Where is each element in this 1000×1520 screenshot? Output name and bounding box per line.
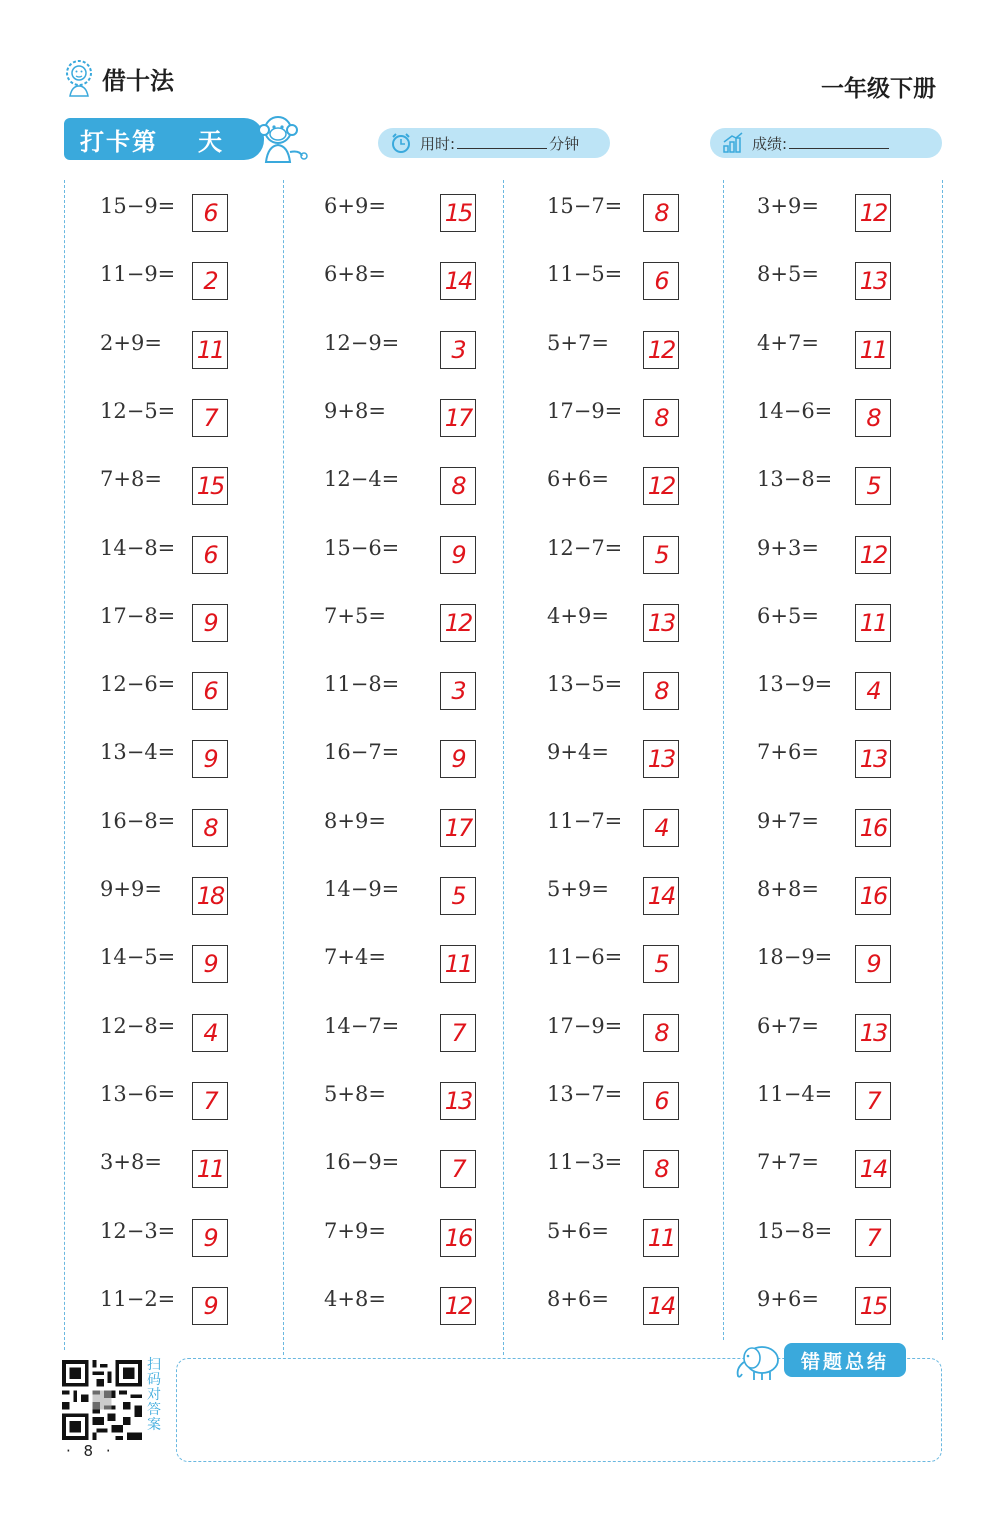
answer-box[interactable] — [643, 1219, 679, 1257]
time-label: 用时: — [420, 134, 456, 153]
problem-row — [511, 1144, 731, 1184]
chart-icon — [722, 132, 744, 154]
problem-expression: 12−5= — [100, 398, 176, 423]
monkey-icon — [252, 110, 310, 168]
handwritten-answer: 13 — [444, 1086, 472, 1115]
problem-expression: 12−4= — [324, 467, 400, 492]
problem-row — [288, 461, 508, 501]
handwritten-answer: 15 — [196, 472, 224, 501]
handwritten-answer: 16 — [859, 882, 887, 910]
handwritten-answer: 13 — [647, 745, 675, 774]
problem-row — [511, 1008, 731, 1048]
problem-expression: 9+6= — [757, 1286, 819, 1311]
problem-expression: 13−6= — [100, 1081, 176, 1106]
handwritten-answer: 8 — [654, 403, 668, 432]
problem-row — [64, 1213, 284, 1253]
answer-box[interactable] — [855, 1219, 891, 1257]
problem-row — [64, 939, 284, 979]
answer-box[interactable] — [643, 740, 679, 778]
handwritten-answer: 17 — [444, 403, 472, 432]
method-title: 借十法 — [102, 66, 174, 95]
answer-box[interactable] — [643, 809, 679, 847]
handwritten-answer: 13 — [647, 608, 675, 637]
clock-icon — [390, 132, 412, 154]
answer-box[interactable] — [440, 740, 476, 778]
problem-expression: 7+8= — [100, 467, 162, 492]
handwritten-answer: 15 — [444, 199, 472, 227]
problem-row — [64, 1144, 284, 1184]
answer-box[interactable] — [192, 262, 228, 300]
problem-expression: 11−8= — [324, 672, 400, 697]
answer-box[interactable] — [855, 672, 891, 710]
problem-expression: 14−7= — [324, 1013, 400, 1038]
answer-box[interactable] — [855, 877, 891, 915]
problem-expression: 15−7= — [547, 194, 623, 218]
problem-row — [64, 188, 284, 228]
answer-box[interactable] — [643, 467, 679, 505]
handwritten-answer: 8 — [203, 813, 217, 842]
checkin-prefix: 打卡第 — [80, 127, 158, 156]
problem-expression: 11−6= — [547, 945, 623, 970]
problem-row — [64, 461, 284, 501]
handwritten-answer: 13 — [859, 267, 887, 296]
checkin-suffix: 天 — [198, 127, 224, 156]
handwritten-answer: 11 — [196, 1155, 224, 1184]
problem-row — [288, 598, 508, 638]
problem-expression: 13−9= — [757, 672, 833, 697]
handwritten-answer: 12 — [444, 1291, 472, 1320]
problem-expression: 11−5= — [547, 262, 623, 287]
handwritten-answer: 16 — [859, 813, 887, 842]
handwritten-answer: 12 — [859, 540, 887, 569]
answer-box[interactable] — [192, 1014, 228, 1052]
answer-box[interactable] — [855, 809, 891, 847]
problem-row — [721, 256, 941, 296]
handwritten-answer: 6 — [203, 677, 217, 706]
answer-box[interactable] — [855, 1150, 891, 1188]
handwritten-answer: 11 — [859, 608, 887, 637]
problem-row — [511, 871, 731, 911]
answer-box[interactable] — [643, 1014, 679, 1052]
problem-expression: 12−3= — [100, 1218, 176, 1243]
answer-box[interactable] — [440, 604, 476, 642]
answer-box[interactable] — [192, 194, 228, 232]
problem-expression: 7+4= — [324, 945, 386, 970]
elephant-icon — [732, 1340, 786, 1382]
answer-box[interactable] — [192, 331, 228, 369]
problem-row — [721, 325, 941, 365]
problem-expression: 9+7= — [757, 808, 819, 833]
problem-expression: 15−9= — [100, 194, 176, 218]
problem-expression: 9+8= — [324, 398, 386, 423]
problem-expression: 15−8= — [757, 1218, 833, 1243]
problem-row — [64, 1281, 284, 1321]
problem-row — [511, 530, 731, 570]
answer-box[interactable] — [440, 1287, 476, 1325]
answer-box[interactable] — [643, 536, 679, 574]
problem-expression: 6+6= — [547, 467, 609, 492]
answer-box[interactable] — [192, 399, 228, 437]
problem-expression: 3+8= — [100, 1150, 162, 1175]
answer-box[interactable] — [643, 672, 679, 710]
answer-box[interactable] — [855, 536, 891, 574]
answer-box[interactable] — [440, 1014, 476, 1052]
problem-row — [64, 803, 284, 843]
mistake-summary-title: 错题总结 — [784, 1343, 906, 1377]
answer-box[interactable] — [440, 1219, 476, 1257]
problem-expression: 15−6= — [324, 535, 400, 560]
problem-expression: 13−5= — [547, 672, 623, 697]
handwritten-answer: 12 — [647, 335, 675, 364]
problem-row — [288, 1144, 508, 1184]
problems-grid — [64, 182, 944, 1352]
problem-expression: 18−9= — [757, 945, 833, 970]
problem-expression: 6+7= — [757, 1013, 819, 1038]
answer-box[interactable] — [855, 194, 891, 232]
time-blank[interactable] — [457, 137, 547, 149]
problem-row — [64, 1076, 284, 1116]
handwritten-answer: 5 — [654, 540, 668, 569]
problem-expression: 8+8= — [757, 877, 819, 901]
page-number: · 8 · — [66, 1442, 115, 1460]
problem-row — [288, 1281, 508, 1321]
handwritten-answer: 11 — [647, 1223, 675, 1252]
header-brand — [62, 58, 174, 98]
problem-expression: 4+8= — [324, 1286, 386, 1311]
problem-row — [511, 393, 731, 433]
problem-row — [511, 803, 731, 843]
lion-icon — [62, 58, 96, 98]
answer-box[interactable] — [440, 1082, 476, 1120]
problem-expression: 5+8= — [324, 1081, 386, 1106]
answer-box[interactable] — [440, 467, 476, 505]
problem-row — [288, 188, 508, 228]
problem-row — [288, 325, 508, 365]
score-field[interactable] — [710, 128, 942, 158]
problem-expression: 17−9= — [547, 398, 623, 423]
problem-expression: 17−9= — [547, 1013, 623, 1038]
problem-row — [721, 1281, 941, 1321]
handwritten-answer: 18 — [196, 882, 224, 910]
answer-box[interactable] — [192, 604, 228, 642]
problem-row — [288, 803, 508, 843]
problem-row — [511, 598, 731, 638]
handwritten-answer: 7 — [203, 1086, 217, 1115]
checkin-banner — [64, 118, 264, 160]
problem-expression: 9+3= — [757, 535, 819, 560]
problem-row — [511, 939, 731, 979]
handwritten-answer: 9 — [203, 950, 217, 979]
answer-box[interactable] — [643, 262, 679, 300]
problem-expression: 9+4= — [547, 740, 609, 765]
answer-box[interactable] — [440, 331, 476, 369]
problem-expression: 8+6= — [547, 1286, 609, 1311]
problem-expression: 6+9= — [324, 194, 386, 218]
problem-row — [721, 598, 941, 638]
problem-expression: 4+9= — [547, 603, 609, 628]
handwritten-answer: 4 — [866, 677, 880, 706]
problem-expression: 8+9= — [324, 808, 386, 833]
answer-box[interactable] — [192, 945, 228, 983]
answer-box[interactable] — [192, 467, 228, 505]
handwritten-answer: 9 — [451, 745, 465, 774]
handwritten-answer: 9 — [203, 608, 217, 637]
answer-box[interactable] — [643, 1150, 679, 1188]
handwritten-answer: 2 — [203, 267, 217, 296]
problem-expression: 7+7= — [757, 1150, 819, 1175]
problem-row — [64, 666, 284, 706]
handwritten-answer: 14 — [444, 267, 472, 296]
handwritten-answer: 12 — [647, 472, 675, 501]
answer-box[interactable] — [643, 399, 679, 437]
handwritten-answer: 8 — [654, 1018, 668, 1047]
answer-box[interactable] — [643, 1287, 679, 1325]
answer-box[interactable] — [440, 1150, 476, 1188]
handwritten-answer: 7 — [451, 1018, 465, 1047]
answer-box[interactable] — [440, 672, 476, 710]
handwritten-answer: 13 — [859, 1018, 887, 1047]
answer-box[interactable] — [855, 399, 891, 437]
problem-row — [64, 871, 284, 911]
handwritten-answer: 8 — [451, 472, 465, 501]
handwritten-answer: 3 — [451, 677, 465, 706]
handwritten-answer: 5 — [654, 950, 668, 979]
handwritten-answer: 7 — [203, 403, 217, 432]
answer-box[interactable] — [192, 1287, 228, 1325]
problem-expression: 8+5= — [757, 262, 819, 287]
handwritten-answer: 12 — [444, 608, 472, 637]
handwritten-answer: 6 — [203, 540, 217, 569]
answer-box[interactable] — [192, 536, 228, 574]
problem-row — [511, 734, 731, 774]
handwritten-answer: 8 — [866, 403, 880, 432]
problem-row — [511, 256, 731, 296]
answer-box[interactable] — [643, 945, 679, 983]
answer-box[interactable] — [643, 331, 679, 369]
problem-expression: 11−4= — [757, 1081, 833, 1106]
handwritten-answer: 6 — [654, 1086, 668, 1115]
problem-expression: 7+5= — [324, 603, 386, 628]
qr-caption: 扫码对答案 — [147, 1357, 161, 1433]
problem-expression: 11−9= — [100, 262, 176, 287]
answer-box[interactable] — [855, 262, 891, 300]
problem-row — [64, 325, 284, 365]
answer-box[interactable] — [855, 1287, 891, 1325]
answer-box[interactable] — [643, 604, 679, 642]
answer-box[interactable] — [855, 604, 891, 642]
problem-row — [64, 734, 284, 774]
handwritten-answer: 4 — [654, 813, 668, 842]
problem-row — [288, 871, 508, 911]
handwritten-answer: 11 — [859, 335, 887, 364]
answer-box[interactable] — [440, 536, 476, 574]
problem-row — [64, 1008, 284, 1048]
answer-box[interactable] — [440, 262, 476, 300]
problem-row — [511, 188, 731, 228]
problem-row — [721, 188, 941, 228]
handwritten-answer: 6 — [203, 199, 217, 227]
problem-row — [721, 871, 941, 911]
problem-expression: 6+5= — [757, 603, 819, 628]
handwritten-answer: 14 — [647, 882, 675, 910]
answer-box[interactable] — [192, 672, 228, 710]
answer-box[interactable] — [855, 1082, 891, 1120]
problem-expression: 12−6= — [100, 672, 176, 697]
problem-expression: 9+9= — [100, 877, 162, 901]
problem-expression: 13−4= — [100, 740, 176, 765]
problem-expression: 14−5= — [100, 945, 176, 970]
handwritten-answer: 8 — [654, 1155, 668, 1184]
problem-expression: 5+7= — [547, 330, 609, 355]
problem-expression: 5+6= — [547, 1218, 609, 1243]
problem-row — [721, 1144, 941, 1184]
answer-box[interactable] — [192, 809, 228, 847]
problem-row — [64, 393, 284, 433]
problem-expression: 12−8= — [100, 1013, 176, 1038]
problem-expression: 16−8= — [100, 808, 176, 833]
problem-row — [721, 666, 941, 706]
problem-row — [721, 803, 941, 843]
time-field[interactable] — [378, 128, 610, 158]
handwritten-answer: 12 — [859, 199, 887, 227]
problem-expression: 5+9= — [547, 877, 609, 901]
problem-row — [288, 1213, 508, 1253]
answer-box[interactable] — [855, 740, 891, 778]
problem-row — [721, 1076, 941, 1116]
problem-expression: 14−8= — [100, 535, 176, 560]
problem-expression: 4+7= — [757, 330, 819, 355]
problem-row — [511, 666, 731, 706]
problem-row — [64, 530, 284, 570]
problem-expression: 14−9= — [324, 877, 400, 901]
problem-expression: 7+9= — [324, 1218, 386, 1243]
problem-expression: 11−3= — [547, 1150, 623, 1175]
problem-expression: 13−8= — [757, 467, 833, 492]
problem-row — [288, 1008, 508, 1048]
answer-box[interactable] — [192, 877, 228, 915]
problem-expression: 16−7= — [324, 740, 400, 765]
answer-box[interactable] — [643, 194, 679, 232]
problem-row — [511, 1213, 731, 1253]
handwritten-answer: 4 — [203, 1018, 217, 1047]
problem-expression: 12−9= — [324, 330, 400, 355]
problem-row — [511, 461, 731, 501]
problem-expression: 3+9= — [757, 194, 819, 218]
answer-box[interactable] — [440, 809, 476, 847]
answer-box[interactable] — [440, 945, 476, 983]
handwritten-answer: 7 — [451, 1155, 465, 1184]
problem-row — [721, 939, 941, 979]
problem-expression: 7+6= — [757, 740, 819, 765]
answer-box[interactable] — [192, 1082, 228, 1120]
handwritten-answer: 15 — [859, 1291, 887, 1320]
handwritten-answer: 11 — [196, 335, 224, 364]
answer-box[interactable] — [643, 1082, 679, 1120]
problem-expression: 16−9= — [324, 1150, 400, 1175]
problem-row — [511, 325, 731, 365]
problem-row — [288, 939, 508, 979]
problem-expression: 11−7= — [547, 808, 623, 833]
problem-row — [721, 461, 941, 501]
answer-box[interactable] — [192, 740, 228, 778]
problem-row — [288, 734, 508, 774]
answer-box[interactable] — [855, 1014, 891, 1052]
problem-expression: 14−6= — [757, 398, 833, 423]
problem-expression: 11−2= — [100, 1286, 176, 1311]
handwritten-answer: 11 — [444, 950, 472, 979]
handwritten-answer: 17 — [444, 813, 472, 842]
answer-box[interactable] — [440, 877, 476, 915]
problem-expression: 17−8= — [100, 603, 176, 628]
problem-row — [721, 530, 941, 570]
handwritten-answer: 7 — [866, 1223, 880, 1252]
score-label: 成绩: — [752, 134, 788, 153]
handwritten-answer: 8 — [654, 677, 668, 706]
time-unit: 分钟 — [549, 134, 580, 153]
handwritten-answer: 9 — [203, 1223, 217, 1252]
handwritten-answer: 16 — [444, 1223, 472, 1252]
problem-row — [288, 1076, 508, 1116]
handwritten-answer: 9 — [451, 540, 465, 569]
answer-box[interactable] — [440, 399, 476, 437]
handwritten-answer: 8 — [654, 199, 668, 227]
problem-row — [64, 598, 284, 638]
answer-box[interactable] — [855, 331, 891, 369]
answer-box[interactable] — [192, 1150, 228, 1188]
answer-box[interactable] — [643, 877, 679, 915]
problem-row — [721, 734, 941, 774]
problem-row — [288, 256, 508, 296]
problem-row — [288, 666, 508, 706]
handwritten-answer: 7 — [866, 1086, 880, 1115]
problem-row — [721, 1008, 941, 1048]
answer-box[interactable] — [855, 945, 891, 983]
problem-row — [64, 256, 284, 296]
answer-box[interactable] — [192, 1219, 228, 1257]
handwritten-answer: 5 — [866, 472, 880, 501]
handwritten-answer: 14 — [647, 1291, 675, 1320]
problem-expression: 6+8= — [324, 262, 386, 287]
grade-label: 一年级下册 — [821, 76, 936, 102]
handwritten-answer: 9 — [866, 950, 880, 979]
problem-row — [511, 1076, 731, 1116]
problem-expression: 2+9= — [100, 330, 162, 355]
score-blank[interactable] — [789, 137, 889, 149]
handwritten-answer: 9 — [203, 745, 217, 774]
problem-row — [511, 1281, 731, 1321]
problem-row — [721, 1213, 941, 1253]
handwritten-answer: 5 — [451, 882, 465, 910]
problem-expression: 12−7= — [547, 535, 623, 560]
problem-expression: 13−7= — [547, 1081, 623, 1106]
answer-box[interactable] — [855, 467, 891, 505]
handwritten-answer: 3 — [451, 335, 465, 364]
handwritten-answer: 14 — [859, 1155, 887, 1184]
handwritten-answer: 6 — [654, 267, 668, 296]
answer-box[interactable] — [440, 194, 476, 232]
problem-row — [288, 393, 508, 433]
problem-row — [721, 393, 941, 433]
handwritten-answer: 13 — [859, 745, 887, 774]
problem-row — [288, 530, 508, 570]
handwritten-answer: 9 — [203, 1291, 217, 1320]
qr-code[interactable] — [62, 1360, 142, 1440]
